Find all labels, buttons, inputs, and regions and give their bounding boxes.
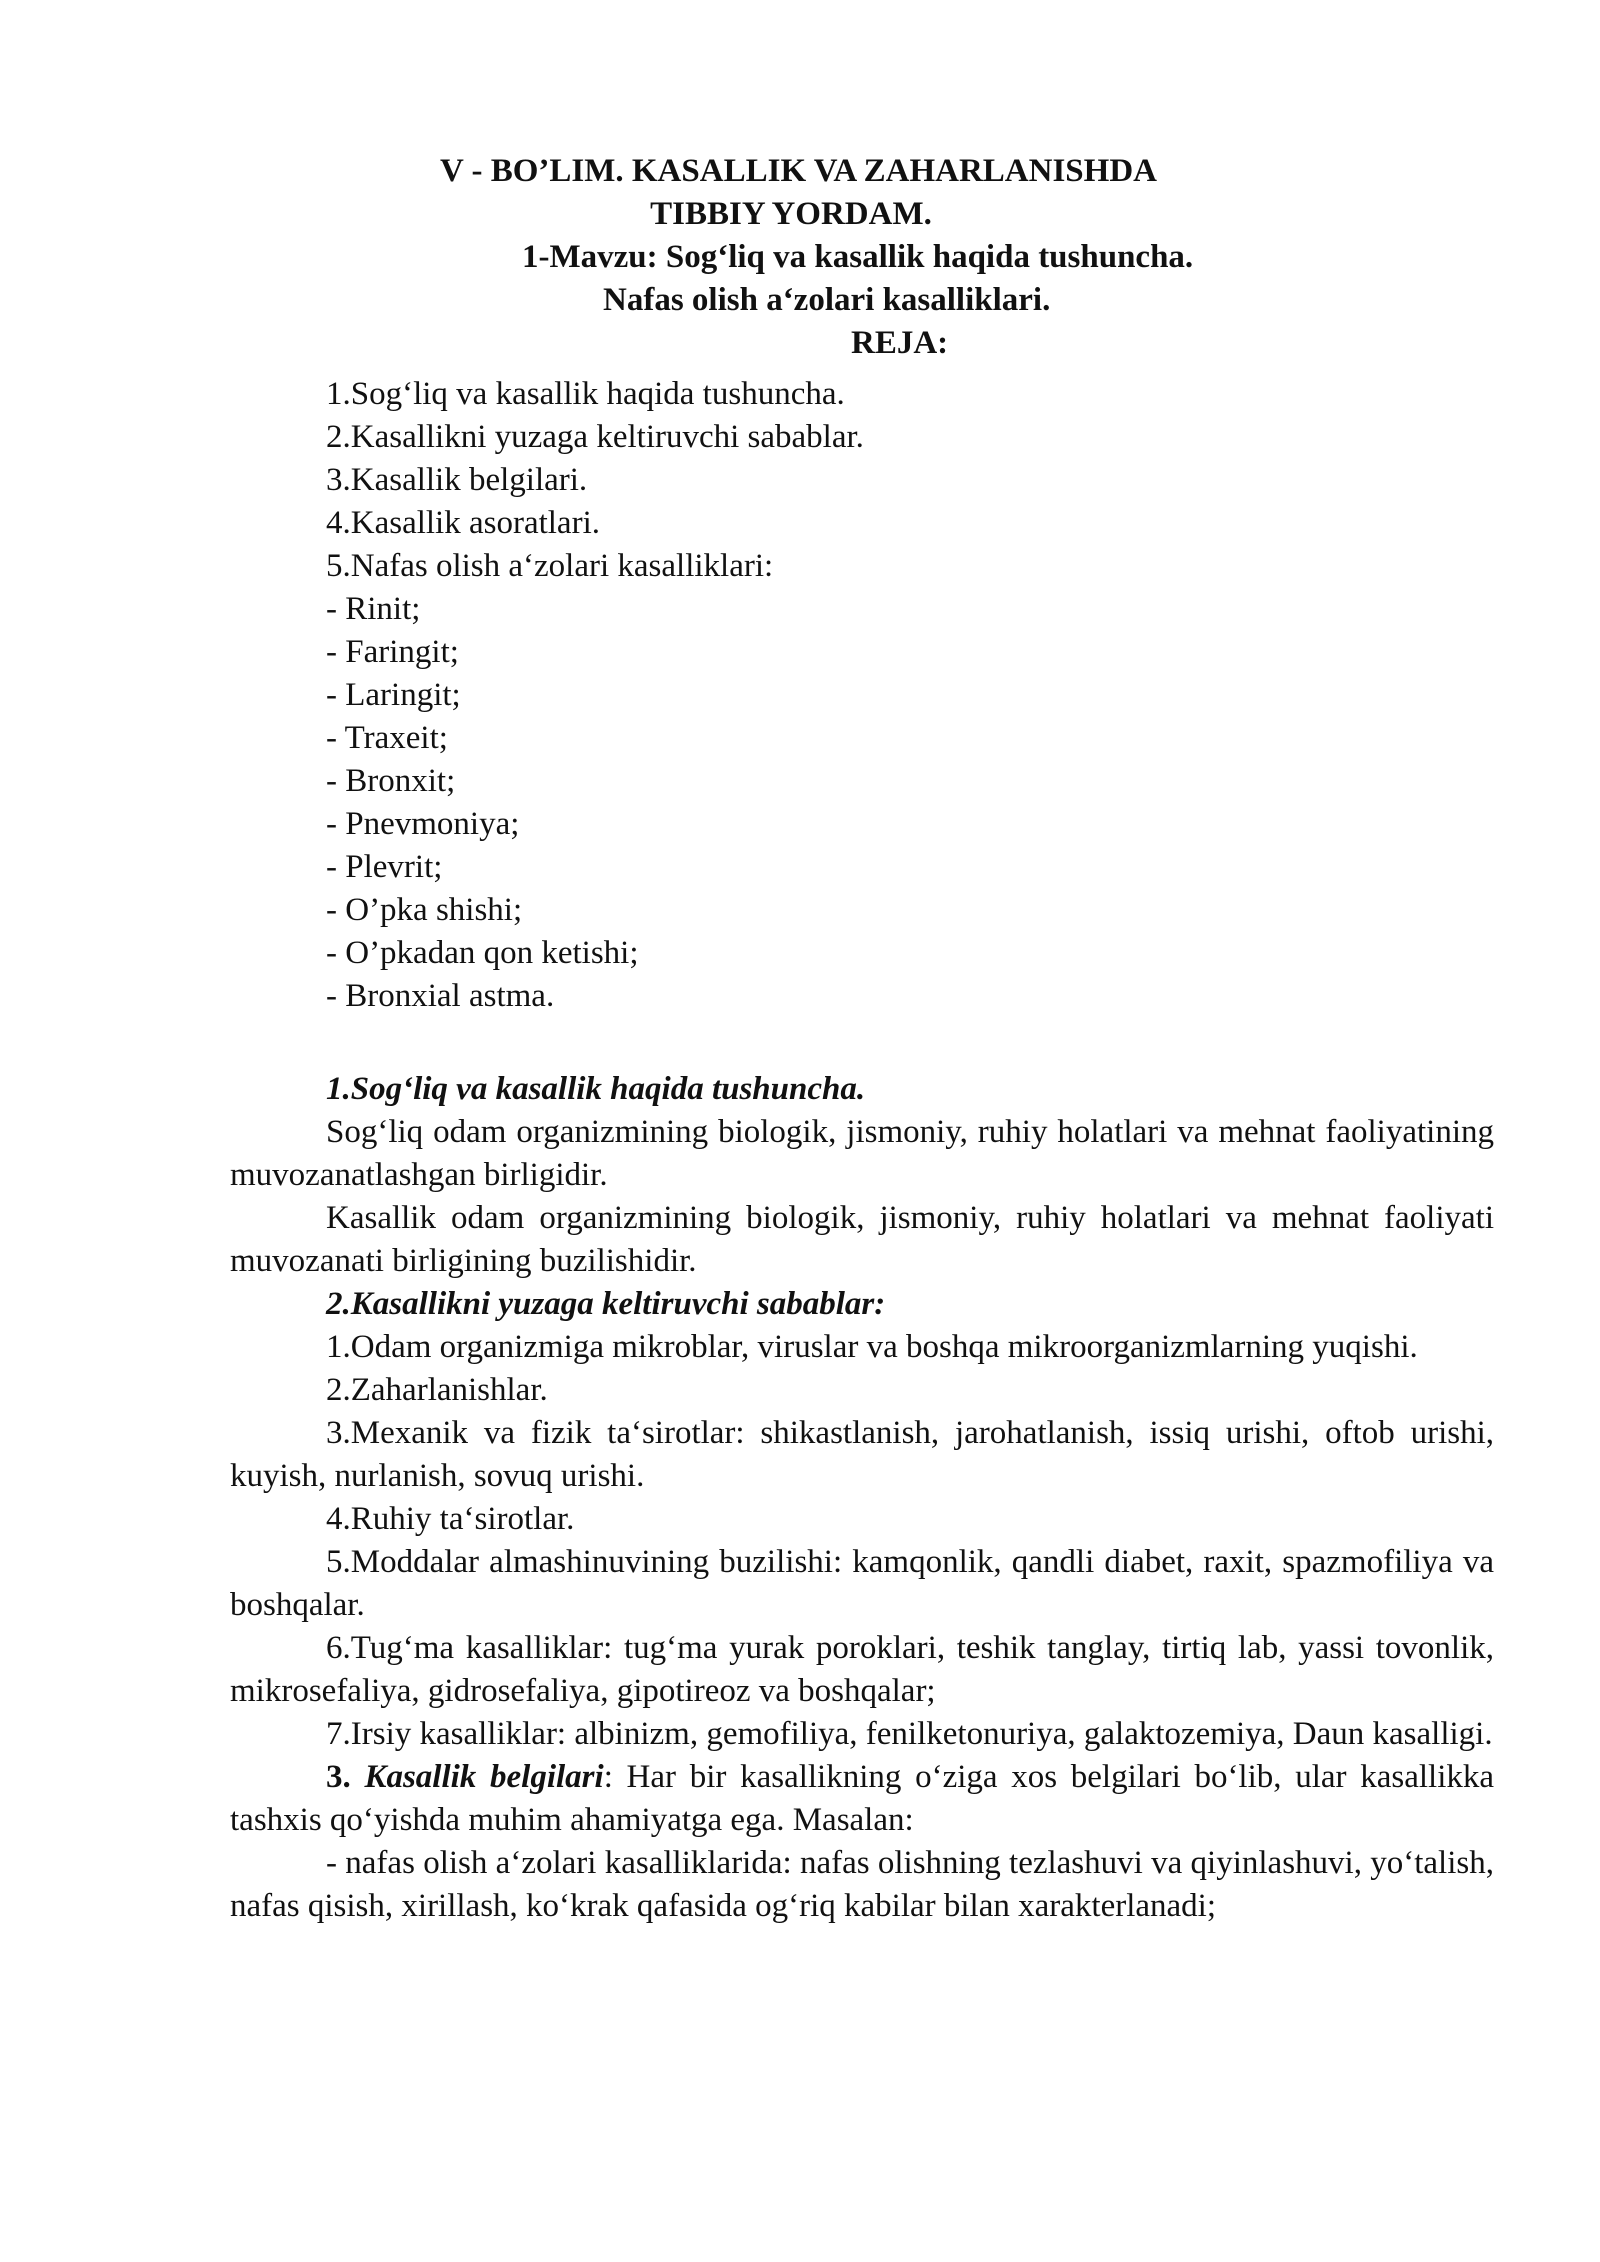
plan-subitem: - Pnevmoniya; (326, 806, 520, 842)
heading-block (0, 150, 1600, 365)
section3-colon: : (603, 1759, 613, 1795)
section1-paragraph: Sog‘liq odam organizmining biologik, jismoniy, ruhiy holatlari va mehnat faoliyatining muvozanatlashgan birligidir. (230, 1114, 1494, 1193)
section2-item: 7.Irsiy kasalliklar: albinizm, gemofiliya, fenilketonuriya, galaktozemiya, Daun kasalligi. (326, 1716, 1493, 1752)
plan-item: 5.Nafas olish a‘zolari kasalliklari: (326, 548, 774, 584)
section2-item: 3.Mexanik va fizik ta‘sirotlar: shikastlanish, jarohatlanish, issiq urishi, oftob urishi, kuyish, nurlanish, sovuq urishi. (230, 1415, 1494, 1494)
section3-paragraph: - nafas olish a‘zolari kasalliklarida: nafas olishning tezlashuvi va qiyinlashuvi, yo‘talish, nafas qisish, xirillash, ko‘krak qafasida og‘riq kabilar bilan xarakterlanadi; (230, 1845, 1494, 1924)
section3-title: Kasallik belgilari (364, 1759, 604, 1795)
topic-heading-line1: 1-Mavzu: Sog‘liq va kasallik haqida tushuncha. (522, 239, 1194, 275)
plan-subitem: - Faringit; (326, 634, 459, 670)
plan-title: REJA: (851, 325, 949, 361)
section1-paragraph: Kasallik odam organizmining biologik, jismoniy, ruhiy holatlari va mehnat faoliyati muvozanati birligining buzilishidir. (230, 1200, 1494, 1279)
section2-item: 1.Odam organizmiga mikroblar, viruslar va boshqa mikroorganizmlarning yuqishi. (326, 1329, 1418, 1365)
plan-item: 4.Kasallik asoratlari. (326, 505, 600, 541)
section3-paragraph (230, 1756, 1494, 1842)
section2-item: 2.Zaharlanishlar. (326, 1372, 548, 1408)
plan-subitem: - O’pkadan qon ketishi; (326, 935, 639, 971)
plan-subitem: - Rinit; (326, 591, 421, 627)
section2-item: 4.Ruhiy ta‘sirotlar. (326, 1501, 575, 1537)
plan-item: 1.Sog‘liq va kasallik haqida tushuncha. (326, 376, 845, 412)
section2-item: 6.Tug‘ma kasalliklar: tug‘ma yurak poroklari, teshik tanglay, tirtiq lab, yassi tovonlik, mikrosefaliya, gidrosefaliya, gipotireoz va boshqalar; (230, 1630, 1494, 1709)
section1-title: 1.Sog‘liq va kasallik haqida tushuncha. (326, 1071, 866, 1107)
section3-text: Har bir kasallikning o‘ziga xos belgilari bo‘lib, ular kasallikka tashxis qo‘yishda muhim ahamiyatga ega. Masalan: (230, 1759, 1495, 1838)
plan-subitem: - Traxeit; (326, 720, 448, 756)
plan-item: 3.Kasallik belgilari. (326, 462, 588, 498)
plan-subitem: - Bronxit; (326, 763, 456, 799)
plan-subitem: - O’pka shishi; (326, 892, 523, 928)
section-heading-line2: TIBBIY YORDAM. (650, 196, 932, 232)
document-body (230, 1068, 1494, 1928)
topic-heading-line2: Nafas olish a‘zolari kasalliklari. (603, 282, 1051, 318)
plan-item: 2.Kasallikni yuzaga keltiruvchi sabablar. (326, 419, 864, 455)
plan-subitem: - Bronxial astma. (326, 978, 555, 1014)
plan-list (326, 373, 1476, 1018)
section3-number: 3. (326, 1759, 351, 1795)
section-heading-line1: V - BO’LIM. KASALLIK VA ZAHARLANISHDA (440, 153, 1157, 189)
section2-item: 5.Moddalar almashinuvining buzilishi: kamqonlik, qandli diabet, raxit, spazmofiliya va boshqalar. (230, 1544, 1494, 1623)
section2-title: 2.Kasallikni yuzaga keltiruvchi sabablar: (326, 1286, 886, 1322)
plan-subitem: - Laringit; (326, 677, 461, 713)
plan-subitem: - Plevrit; (326, 849, 443, 885)
